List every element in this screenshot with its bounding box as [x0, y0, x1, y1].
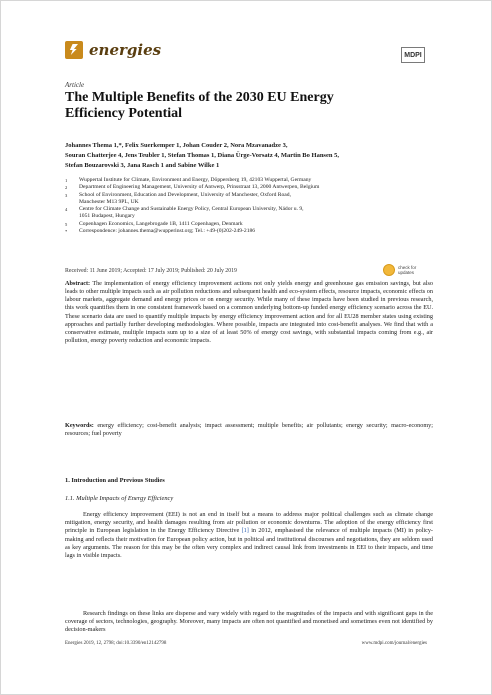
author-line: Souran Chatterjee 4, Jens Teubler 1, Stefan Thomas 1, Diana Ürge-Vorsatz 4, Martin Bo Hansen 5, [65, 152, 339, 159]
affiliation: 2 Department of Engineering Management, University of Antwerp, Prinsstraat 13, 2000 Antwerpen, Belgium [65, 184, 320, 191]
affiliation: 5 Copenhagen Economics, Langebrogade 1B, 1411 Copenhagen, Denmark [65, 220, 243, 227]
affiliation: 4 Centre for Climate Change and Sustainable Energy Policy, Central European University, Nádor u. 9, [65, 206, 304, 213]
journal-name: energies [89, 41, 162, 59]
subsection-heading: 1.1. Multiple Impacts of Energy Efficiency [65, 495, 174, 502]
abstract-label: Abstract: [65, 280, 91, 287]
section-heading: 1. Introduction and Previous Studies [65, 477, 165, 484]
affiliations [65, 177, 435, 235]
affiliation: Manchester M13 9PL, UK [79, 198, 139, 205]
body-paragraph: Energy efficiency improvement (EEI) is not an end in itself but a means to address major political challenges such as climate change mitigation, energy security, and health damages resulting from air pollution or economic downturns. The adoption of the energy efficiency first principle in European legislation in the Energy Efficiency Directive [1] in 2012, emphasised the relevance of multiple impacts (MI) in policy-making and reflects their motivation for European policy action, but in political and institutional discourses and negotiations, they are seldom used as key arguments. The reason for this may be the often very complex and indirect causal link from investments in EEI to their impacts, and time lags in visible impacts. [65, 511, 433, 560]
check-updates-icon [383, 264, 395, 276]
footer-url[interactable]: www.mdpi.com/journal/energies [361, 641, 427, 646]
footer-citation: Energies 2019, 12, 2798; doi:10.3390/en12142798 [65, 641, 167, 646]
author-line: Johannes Thema 1,*, Felix Suerkemper 1, Johan Couder 2, Nora Mzavanadze 3, [65, 142, 288, 149]
mdpi-logo: MDPI [401, 47, 425, 63]
publication-dates: Received: 11 June 2019; Accepted: 17 July 2019; Published: 20 July 2019 [65, 268, 237, 274]
author-list [65, 141, 435, 171]
affiliation: 3 School of Environment, Education and Development, University of Manchester, Oxford Road, [65, 191, 291, 198]
article-type: Article [65, 81, 85, 89]
keywords-label: Keywords: [65, 422, 94, 429]
body-paragraph: Research findings on these links are disperse and vary widely with regard to the magnitudes of the impacts and with significant gaps in the coverage of sectors, technologies, geography. Moreover, many impacts are often not quantified and monetised and sometimes even not identified by decision-makers [65, 610, 433, 634]
keywords [65, 422, 433, 439]
author-line: Stefan Bouzarovski 3, Jana Rasch 1 and Sabine Wilke 1 [65, 162, 220, 169]
energies-logo-icon [65, 41, 83, 59]
correspondence: * Correspondence: johannes.thema@wupperinst.org; Tel.: +49-(0)202-249-2186 [65, 228, 256, 235]
affiliation: 1051 Budapest, Hungary [79, 213, 135, 220]
citation-link[interactable]: [1] [241, 527, 249, 535]
abstract [65, 280, 433, 345]
abstract-text: The implementation of energy efficiency improvement actions not only yields energy and greenhouse gas emission savings, but also leads to other multiple impacts such as air pollution reductions and subsequent health and eco-system effects, resource impacts, economic effects on labour markets, aggregate demand and energy prices or on energy security. While many of these impacts have been studied in previous research, this work quantifies them in one consistent framework based on a common underlying bottom-up funded energy efficiency scenario across the EU. These scenario data are used to quantify multiple impacts by energy efficiency improvement action and for all EU28 member states using existing approaches and partially further developing methodologies. Where possible, impacts are integrated into cost-benefit analyses. We find that with a conservative estimate, multiple impacts sum up to a size of at least 50% of energy cost savings, with substantial impacts coming from e.g., air pollution, energy poverty reduction and economic impacts. [65, 280, 433, 345]
check-for-updates-badge[interactable]: check for updates [383, 264, 416, 276]
affiliation: 1 Wuppertal Institute for Climate, Environment and Energy, Döppersberg 19, 42103 Wuppertal, Germany [65, 177, 312, 183]
paper-title: The Multiple Benefits of the 2030 EU Energy Efficiency Potential [65, 90, 334, 121]
journal-logo [65, 41, 161, 59]
keywords-text: energy efficiency; cost-benefit analysis; impact assessment; multiple benefits; air pollutants; energy security; macro-economy; resources; fuel poverty [65, 422, 433, 438]
